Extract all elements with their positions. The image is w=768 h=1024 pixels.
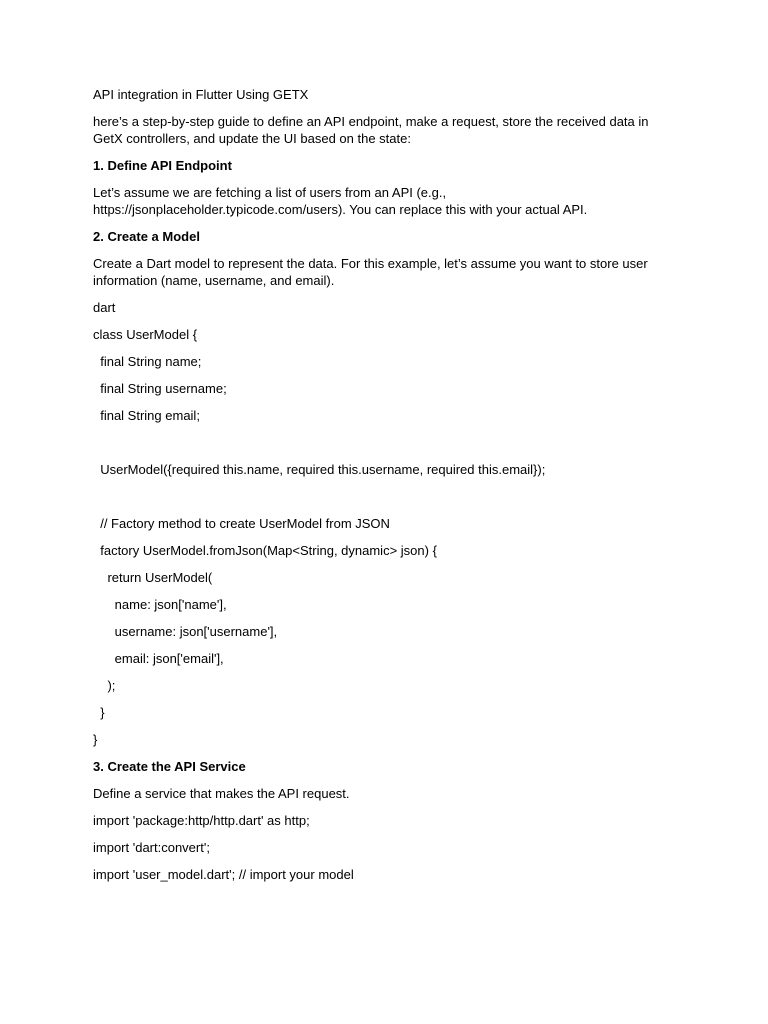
code-line-blank bbox=[93, 434, 663, 451]
code-line: UserModel({required this.name, required this.username, required this.email}); bbox=[93, 462, 546, 477]
section-body-api-service: Define a service that makes the API request. bbox=[93, 786, 350, 801]
code-line: } bbox=[93, 705, 105, 720]
section-heading-create-model: 2. Create a Model bbox=[93, 229, 200, 244]
code-line: import 'dart:convert'; bbox=[93, 840, 210, 855]
code-line: final String name; bbox=[93, 354, 202, 369]
code-line: // Factory method to create UserModel from JSON bbox=[93, 516, 390, 531]
document-content bbox=[93, 86, 663, 893]
section-body-define-endpoint: Let’s assume we are fetching a list of users from an API (e.g., https://jsonplaceholder.typicode.com/users). You can replace this with your actual API. bbox=[93, 185, 588, 217]
section-heading-define-endpoint: 1. Define API Endpoint bbox=[93, 158, 232, 173]
code-line: import 'user_model.dart'; // import your model bbox=[93, 867, 354, 882]
section-body-create-model: Create a Dart model to represent the data. For this example, let’s assume you want to store user information (name, username, and email). bbox=[93, 256, 652, 288]
code-line: ); bbox=[93, 678, 116, 693]
code-line: username: json['username'], bbox=[93, 624, 278, 639]
section-heading-api-service: 3. Create the API Service bbox=[93, 759, 246, 774]
code-line: final String username; bbox=[93, 381, 227, 396]
code-line-blank bbox=[93, 488, 663, 505]
code-language-label: dart bbox=[93, 300, 116, 315]
intro-paragraph: here’s a step-by-step guide to define an API endpoint, make a request, store the received data in GetX controllers, and update the UI based on the state: bbox=[93, 114, 653, 146]
code-line: import 'package:http/http.dart' as http; bbox=[93, 813, 310, 828]
code-line: } bbox=[93, 732, 98, 747]
code-line: email: json['email'], bbox=[93, 651, 224, 666]
code-line: return UserModel( bbox=[93, 570, 213, 585]
code-line: factory UserModel.fromJson(Map<String, dynamic> json) { bbox=[93, 543, 437, 558]
document-title: API integration in Flutter Using GETX bbox=[93, 87, 309, 102]
code-line: class UserModel { bbox=[93, 327, 198, 342]
code-line: final String email; bbox=[93, 408, 200, 423]
code-line: name: json['name'], bbox=[93, 597, 227, 612]
